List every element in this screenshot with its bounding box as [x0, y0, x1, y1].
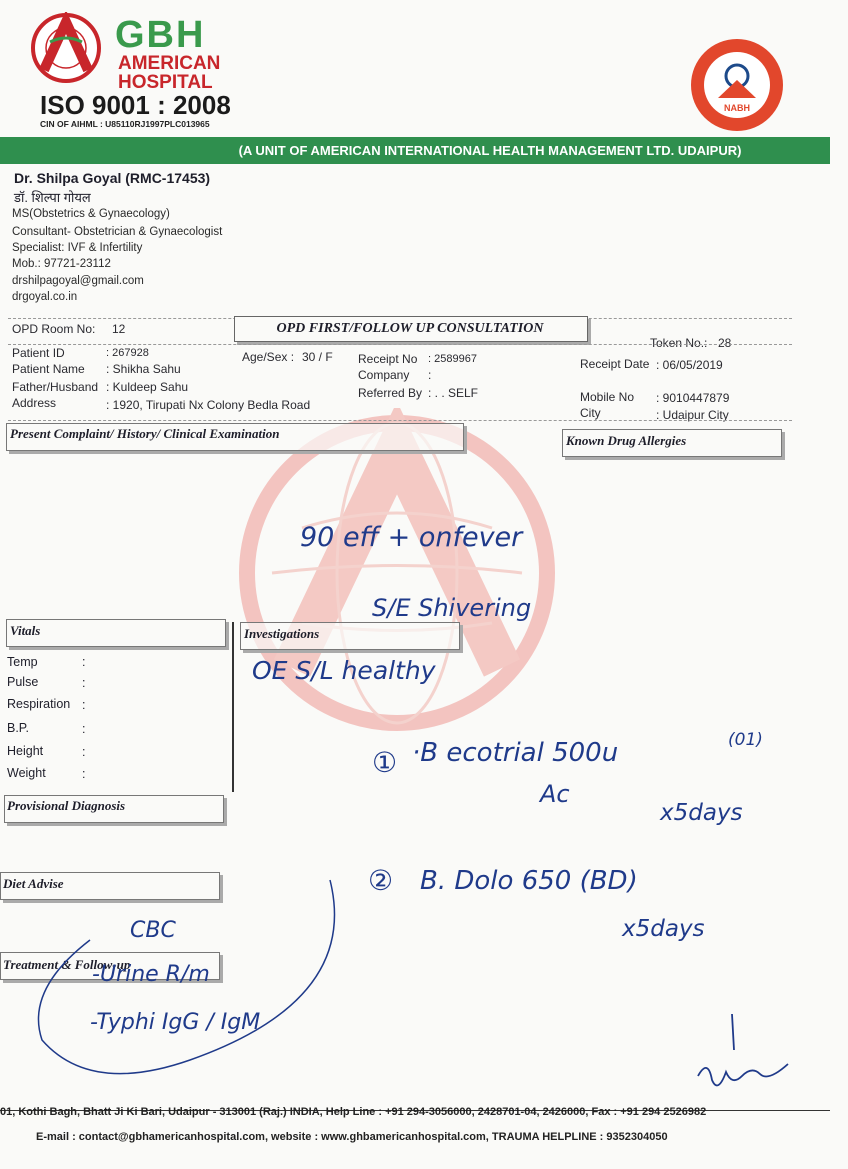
referred-by-value: : . . SELF [428, 386, 479, 400]
company-value: : [428, 368, 432, 382]
nabh-seal [688, 36, 786, 134]
brand-line-hospital: HOSPITAL [118, 72, 213, 93]
doctor-specialist: Specialist: IVF & Infertility [12, 242, 143, 254]
iso-certification: ISO 9001 : 2008 [40, 90, 231, 120]
patient-name-label: Patient Name [12, 362, 85, 376]
company-label: Company [358, 368, 410, 382]
vital-height-label: Height [7, 744, 44, 758]
cin-number: CIN OF AIHML : U85110RJ1997PLC013965 [40, 119, 210, 129]
city-value: : Udaipur City [656, 408, 729, 422]
vital-temp-label: Temp [7, 655, 38, 669]
token-label: Token No.: [650, 336, 708, 350]
vital-bp-label: B.P. [7, 721, 30, 735]
rx1-timing: Ac [540, 780, 570, 808]
rx2-number: ② [368, 864, 394, 897]
doctor-mobile: Mob.: 97721-23112 [12, 258, 111, 270]
age-sex-value: 30 / F [302, 350, 333, 364]
vital-pulse-label: Pulse [7, 675, 39, 689]
vital-colon: : [82, 698, 86, 712]
rx1-number: ① [372, 746, 398, 779]
treatment-section-label: Treatment & Follow-up [3, 957, 131, 972]
investigations-section-label: Investigations [244, 626, 320, 641]
footer-contact: E-mail : contact@gbhamericanhospital.com, website : www.ghbamericanhospital.com, TRAUMA HELPLINE : 9352304050 [36, 1131, 668, 1143]
mobile-label: Mobile No [580, 390, 635, 404]
rx2-medicine: B. Dolo 650 (BD) [420, 866, 638, 896]
tf-typhi: -Typhi IgG / IgM [90, 1010, 261, 1035]
rx1-medicine: ·B ecotrial 500u [412, 738, 619, 768]
rx1-duration: x5days [660, 800, 743, 826]
handwritten-history: S/E Shivering [372, 594, 532, 622]
unit-of-statement: (A UNIT OF AMERICAN INTERNATIONAL HEALTH MANAGEMENT LTD. UDAIPUR) [238, 143, 742, 158]
tf-cbc: CBC [130, 918, 176, 943]
vital-colon: : [82, 722, 86, 736]
tf-urine: -Urine R/m [92, 962, 210, 987]
address-label: Address [12, 396, 57, 410]
vital-respiration-label: Respiration [7, 697, 71, 711]
vital-colon: : [82, 676, 86, 690]
divider [8, 344, 792, 345]
opd-room-label: OPD Room No: [12, 322, 96, 336]
mobile-value: : 9010447879 [656, 391, 730, 405]
vital-colon: : [82, 767, 86, 781]
brand-line-american: AMERICAN [118, 53, 221, 74]
receipt-date-label: Receipt Date [580, 357, 650, 371]
column-divider [232, 622, 234, 792]
rx2-duration: x5days [622, 916, 705, 942]
opd-room-value: 12 [112, 322, 126, 336]
city-label: City [580, 406, 601, 420]
vitals-section-label: Vitals [10, 623, 41, 638]
patient-name-value: : Shikha Sahu [106, 362, 181, 376]
complaint-section-label: Present Complaint/ History/ Clinical Examination [10, 426, 280, 441]
provisional-section-label: Provisional Diagnosis [7, 798, 126, 813]
brand-name: GBH [115, 14, 206, 56]
doctor-name: Dr. Shilpa Goyal (RMC-17453) [14, 170, 211, 186]
vital-colon: : [82, 655, 86, 669]
receipt-no-value: : 2589967 [428, 353, 477, 365]
receipt-no-label: Receipt No [358, 352, 418, 366]
doctor-degree: MS(Obstetrics & Gynaecology) [12, 208, 170, 220]
handwritten-bracket-curve [30, 870, 340, 1110]
handwritten-examination: OE S/L healthy [252, 656, 436, 685]
vital-colon: : [82, 745, 86, 759]
allergies-section-label: Known Drug Allergies [566, 433, 687, 448]
father-label: Father/Husband [12, 380, 99, 394]
doctor-email[interactable]: drshilpagoyal@gmail.com [12, 275, 144, 287]
consultation-title: OPD FIRST/FOLLOW UP CONSULTATION [276, 321, 544, 336]
doctor-name-hindi: डॉ. शिल्पा गोयल [14, 190, 91, 205]
diet-section-label: Diet Advise [3, 876, 64, 891]
divider [8, 420, 792, 421]
doctor-role: Consultant- Obstetrician & Gynaecologist [12, 226, 223, 238]
patient-id-value: : 267928 [106, 347, 149, 359]
footer-address: 01, Kothi Bagh, Bhatt Ji Ki Bari, Udaipur - 313001 (Raj.) INDIA, Help Line : +91 294-3056000, 2428701-04, 2426000, Fax : +91 294 2526982 [0, 1106, 707, 1118]
token-value: 28 [718, 336, 732, 350]
patient-id-label: Patient ID [12, 346, 65, 360]
address-value: : 1920, Tirupati Nx Colony Bedla Road [106, 398, 311, 412]
doctor-website[interactable]: drgoyal.co.in [12, 291, 78, 303]
rx1-dose: (01) [728, 730, 763, 750]
vital-weight-label: Weight [7, 766, 46, 780]
hospital-watermark-logo [232, 408, 562, 738]
hospital-logo-icon [30, 12, 102, 84]
referred-by-label: Referred By [358, 386, 423, 400]
receipt-date-value: : 06/05/2019 [656, 358, 723, 372]
handwritten-complaint: 90 eff + onfever [300, 522, 523, 553]
nabh-label: NABH [724, 103, 750, 113]
doctor-signature [690, 1010, 800, 1100]
age-sex-label: Age/Sex : [242, 350, 295, 364]
father-value: : Kuldeep Sahu [106, 380, 189, 394]
